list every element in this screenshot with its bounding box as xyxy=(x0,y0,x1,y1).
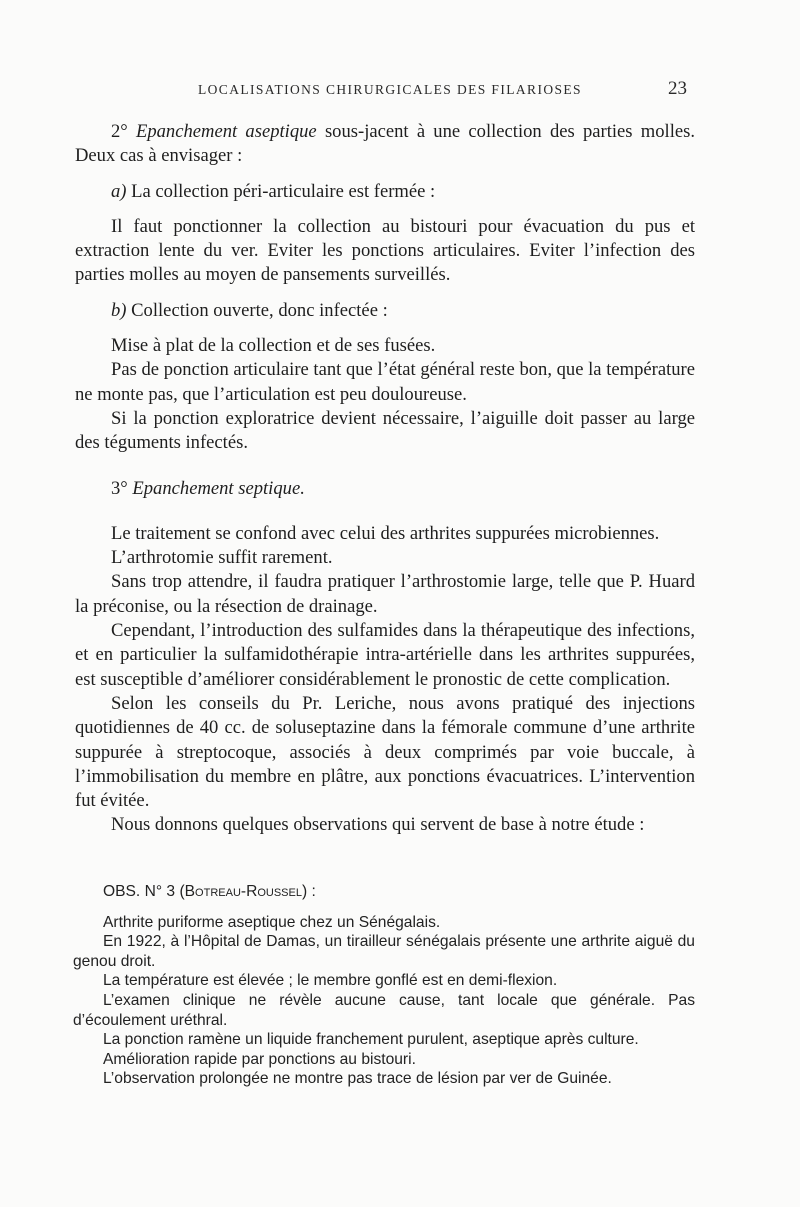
page-number: 23 xyxy=(668,78,687,99)
observation-label: OBS. N° 3 xyxy=(103,883,176,900)
observation-paragraph: L’observation prolongée ne montre pas trace de lésion par ver de Guinée. xyxy=(103,1070,612,1088)
observation-paragraph: En 1922, à l’Hôpital de Damas, un tirailleur sénégalais présente une arthrite aiguë du genou droit. xyxy=(73,933,695,970)
section-3-number: 3° xyxy=(111,477,128,499)
section-3-title: Epanchement septique. xyxy=(132,477,305,499)
case-b-paragraph: Pas de ponction articulaire tant que l’état général reste bon, que la température ne monte pas, que l’articulation est peu douloureuse. xyxy=(75,359,695,405)
case-a-label: a) xyxy=(111,180,127,202)
section-2-title: Epanchement aseptique xyxy=(135,121,317,142)
observation-author: (Botreau-Roussel) : xyxy=(179,883,316,900)
case-b-heading-text: Collection ouverte, donc infectée : xyxy=(131,299,388,321)
main-text xyxy=(75,120,695,838)
case-a-text: Il faut ponctionner la collection au bistouri pour évacuation du pus et extraction lente du ver. Eviter les ponctions articulaires. Eviter l’infection des parties molles au moyen de pansements surveillés. xyxy=(75,215,695,286)
observation-paragraph: Arthrite puriforme aseptique chez un Sénégalais. xyxy=(103,913,441,931)
case-b-paragraph: Si la ponction exploratrice devient nécessaire, l’aiguille doit passer au large des téguments infectés. xyxy=(75,407,695,454)
observation-title xyxy=(73,882,695,902)
case-b-label: b) xyxy=(111,299,127,321)
running-title: LOCALISATIONS CHIRURGICALES DES FILARIOSES xyxy=(198,82,582,97)
case-b-heading xyxy=(75,299,695,323)
section-3-paragraph: Cependant, l’introduction des sulfamides dans la thérapeutique des infections, et en particulier la sulfamidothérapie intra-artérielle dans les arthrites suppurées, est susceptible d’améliorer considérablement le pronostic de cette complication. xyxy=(75,620,695,690)
section-3-heading xyxy=(75,477,695,501)
section-2-intro xyxy=(75,120,695,169)
observation-paragraph: Amélioration rapide par ponctions au bistouri. xyxy=(103,1050,416,1068)
section-3-paragraph: Nous donnons quelques observations qui servent de base à notre étude : xyxy=(111,814,645,836)
observation-paragraph: La ponction ramène un liquide franchement purulent, aseptique après culture. xyxy=(103,1031,639,1049)
case-a-heading xyxy=(75,180,695,204)
section-3-paragraph: Le traitement se confond avec celui des arthrites suppurées microbiennes. xyxy=(111,522,660,544)
observation-paragraph: L’examen clinique ne révèle aucune cause, tant locale que générale. Pas d’écoulement uréthral. xyxy=(73,991,695,1029)
section-2-intro-text: sous-jacent à une collection des parties molles. Deux cas à envisager : xyxy=(75,121,696,167)
page-header xyxy=(0,78,800,102)
case-b-paragraph: Mise à plat de la collection et de ses fusées. xyxy=(111,335,436,357)
case-a-heading-text: La collection péri-articulaire est fermée : xyxy=(131,180,436,202)
section-3-paragraph: Selon les conseils du Pr. Leriche, nous avons pratiqué des injections quotidiennes de 40 cc. de soluseptazine dans la fémorale commune d’une arthrite suppurée à streptocoque, associés à deux comprimés par voie buccale, à l’immobilisation du membre en plâtre, aux ponctions évacuatrices. L’intervention fut évitée. xyxy=(75,692,695,812)
observation-block xyxy=(73,882,695,1089)
section-2-number: 2° xyxy=(111,121,128,142)
observation-paragraph: La température est élevée ; le membre gonflé est en demi-flexion. xyxy=(103,972,558,990)
section-3-paragraph: L’arthrotomie suffit rarement. xyxy=(111,547,333,569)
section-3-paragraph: Sans trop attendre, il faudra pratiquer l’arthrostomie large, telle que P. Huard la préconise, ou la résection de drainage. xyxy=(75,571,695,617)
